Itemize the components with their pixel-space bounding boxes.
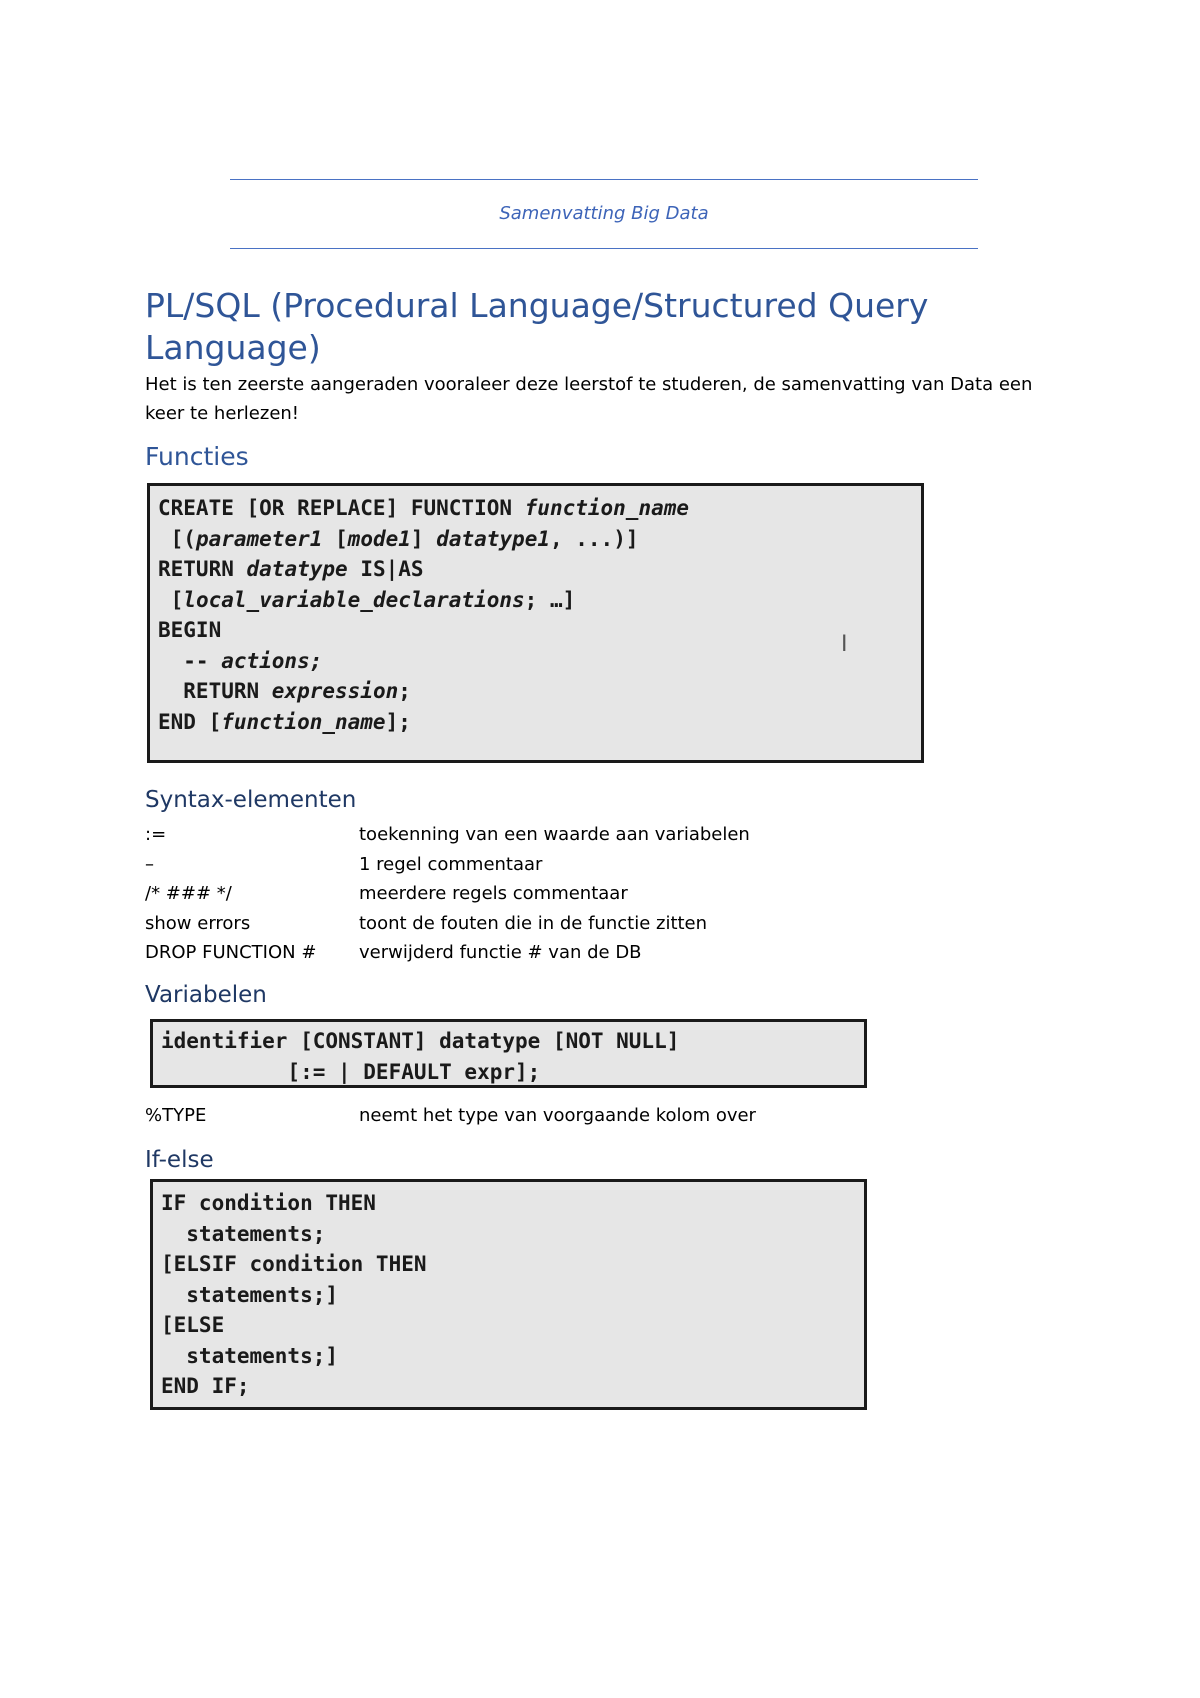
code-line: [161, 1057, 864, 1088]
code-token: END [: [158, 709, 222, 734]
code-token: CREATE [OR REPLACE] FUNCTION: [158, 496, 525, 520]
heading-syntax-elementen: Syntax-elementen: [145, 787, 357, 813]
definition-term: :=: [145, 824, 167, 845]
code-line: [158, 493, 921, 524]
code-line: [161, 1249, 864, 1280]
code-line: [161, 1026, 864, 1057]
definition-description: neemt het type van voorgaande kolom over: [359, 1105, 756, 1126]
header-bottom-rule: [230, 248, 978, 249]
code-token: parameter1: [195, 526, 323, 551]
definition-term: –: [145, 853, 154, 875]
code-token: , ...)]: [549, 526, 639, 551]
code-token: mode1: [347, 526, 411, 551]
code-token: expression: [271, 679, 399, 703]
code-line: [161, 1219, 864, 1250]
heading-if-else: If-else: [145, 1147, 214, 1173]
code-token: END IF;: [161, 1374, 250, 1398]
code-line: [161, 1341, 864, 1372]
code-token: statements;: [161, 1221, 326, 1246]
definition-term: %TYPE: [145, 1105, 207, 1126]
definition-term: show errors: [145, 912, 251, 934]
code-line: [158, 615, 921, 646]
code-token: IF condition THEN: [161, 1191, 376, 1215]
code-line: [158, 524, 921, 555]
code-line: [161, 1371, 864, 1402]
code-token: RETURN: [158, 679, 272, 703]
definition-description: verwijderd functie # van de DB: [359, 942, 642, 963]
intro-paragraph: Het is ten zeerste aangeraden vooraleer deze leerstof te studeren, de samenvatting van Data een keer te herlezen!: [145, 374, 1033, 424]
definition-description: toekenning van een waarde aan variabelen: [359, 824, 750, 845]
page-title: PL/SQL (Procedural Language/Structured Query Language): [145, 286, 929, 367]
definition-term: /* ### */: [145, 883, 232, 904]
definition-term: DROP FUNCTION #: [145, 942, 317, 963]
code-token: ]: [410, 526, 437, 551]
header-top-rule: [230, 179, 978, 180]
code-token: function_name: [524, 496, 690, 520]
heading-functies: Functies: [145, 442, 249, 471]
code-token: ];: [385, 709, 411, 734]
code-line: [158, 585, 921, 616]
code-token: [:= | DEFAULT expr];: [161, 1059, 541, 1084]
code-line: [158, 707, 921, 738]
text-cursor-icon: I: [841, 632, 848, 657]
code-token: statements;]: [161, 1282, 339, 1307]
definition-description: meerdere regels commentaar: [359, 883, 628, 904]
code-token: BEGIN: [158, 618, 222, 642]
code-block-functies: [147, 483, 924, 763]
code-line: [158, 646, 921, 677]
code-block-if-else: [150, 1179, 867, 1410]
code-token: --: [158, 648, 222, 673]
code-token: ; …]: [524, 587, 576, 612]
code-token: actions;: [221, 648, 323, 673]
code-line: [158, 676, 921, 707]
code-line: [161, 1310, 864, 1341]
code-token: [: [158, 587, 184, 612]
code-token: RETURN: [158, 557, 247, 581]
code-token: local_variable_declarations: [183, 587, 525, 612]
heading-variabelen: Variabelen: [145, 982, 267, 1008]
code-token: [ELSIF condition THEN: [161, 1252, 427, 1276]
code-token: datatype: [246, 557, 348, 581]
code-token: function_name: [221, 709, 386, 734]
code-line: [161, 1280, 864, 1311]
code-token: [ELSE: [161, 1313, 225, 1337]
code-token: ;: [398, 679, 411, 703]
code-token: identifier [CONSTANT] datatype [NOT NULL]: [161, 1029, 680, 1053]
header-title: Samenvatting Big Data: [499, 203, 709, 224]
code-block-variabelen: [150, 1019, 867, 1088]
definition-description: 1 regel commentaar: [359, 853, 543, 875]
code-token: statements;]: [161, 1343, 339, 1368]
code-token: datatype1: [436, 526, 550, 551]
definition-description: toont de fouten die in de functie zitten: [359, 912, 708, 934]
code-token: IS|AS: [347, 557, 424, 581]
code-token: [(: [158, 526, 196, 551]
code-token: [: [322, 526, 348, 551]
code-line: [158, 554, 921, 585]
code-line: [161, 1188, 864, 1219]
